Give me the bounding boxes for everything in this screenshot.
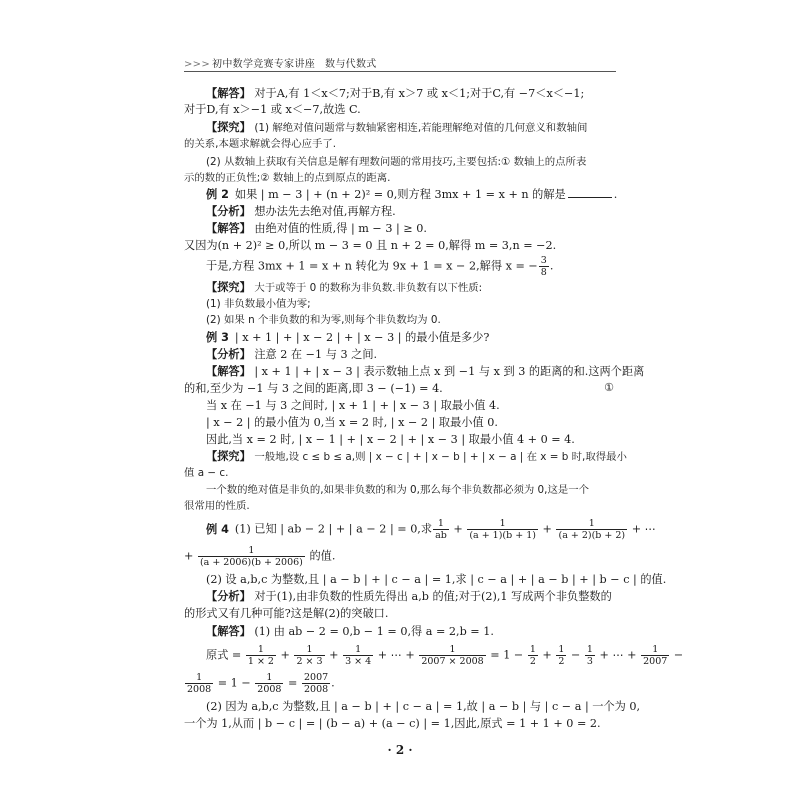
text-line: 当 x 在 −1 与 3 之间时, | x + 1 | + | x − 3 | 取最小值 4. xyxy=(206,399,500,412)
section-title: 数与代数式 xyxy=(325,59,377,70)
example-2: 例 2 如果 | m − 3 | + (n + 2)² = 0,则方程 3mx + 1 = x + n 的解是 . xyxy=(206,188,618,201)
fraction: $\frac{1}{2 \times 3}$ xyxy=(296,644,323,667)
fraction: $\frac{1}{2}$ xyxy=(558,644,565,667)
text-line: 【探究】 一般地,设 c ≤ b ≤ a,则 | x − c | + | x − b | + | x − a | 在 x = b 时,取得最小 xyxy=(206,450,627,463)
equation-marker: ① xyxy=(604,381,614,394)
text-line: 【解答】 (1) 由 ab − 2 = 0,b − 1 = 0,得 a = 2,b = 1. xyxy=(206,625,494,638)
text-line: 于是,方程 3mx + 1 = x + n 转化为 9x + 1 = x − 2,解得 x = − $\frac{3}{8}$ . xyxy=(206,255,554,278)
fraction: $\frac{1}{(a + 2006)(b + 2006)}$ xyxy=(199,545,303,568)
example-4: 例 4 (1) 已知 | ab − 2 | + | a − 2 | = 0,求 $\frac{1}{ab}$ + $\frac{1}{(a + 1)(b + 1)}$ + $\frac{1}{(a + 2)(b + 2)}$ + ⋯ xyxy=(206,518,656,541)
text-line: 又因为(n + 2)² ≥ 0,所以 m − 3 = 0 且 n + 2 = 0,解得 m = 3,n = −2. xyxy=(184,239,557,252)
text-line: (2) 设 a,b,c 为整数,且 | a − b | + | c − a | = 1,求 | c − a | + | a − b | + | b − c | 的值. xyxy=(206,573,667,586)
text-line: 对于D,有 x＞−1 或 x＜−7,故选 C. xyxy=(184,103,361,116)
fraction: $\frac{1}{(a + 1)(b + 1)}$ xyxy=(469,518,536,541)
text-line: 很常用的性质. xyxy=(184,500,250,512)
text-line: 的关系,本题求解就会得心应手了. xyxy=(184,138,337,150)
text-line: 的和,至少为 −1 与 3 之间的距离,即 3 − (−1) = 4. xyxy=(184,382,443,395)
fraction: $\frac{1}{2008}$ xyxy=(257,672,282,695)
text-line: (2) 如果 n 个非负数的和为零,则每个非负数均为 0. xyxy=(206,314,441,326)
book-title: 初中数学竞赛专家讲座 xyxy=(212,59,316,70)
text-line: 示的数的正负性;② 数轴上的点到原点的距离. xyxy=(184,172,391,184)
text-line: | x − 2 | 的最小值为 0,当 x = 2 时, | x − 2 | 取最小值 0. xyxy=(206,416,498,429)
fraction: $\frac{1}{(a + 2)(b + 2)}$ xyxy=(558,518,626,541)
text-line: + $\frac{1}{(a + 2006)(b + 2006)}$ 的值. xyxy=(184,545,336,568)
text-line: 【解答】 由绝对值的性质,得 | m − 3 | ≥ 0. xyxy=(206,222,427,235)
running-header xyxy=(184,55,377,70)
fraction: $\frac{1}{ab}$ xyxy=(435,518,447,541)
text-line: 【解答】 对于A,有 1＜x＜7;对于B,有 x＞7 或 x＜1;对于C,有 −7＜x＜−1; xyxy=(206,87,585,100)
text-line: 【分析】 注意 2 在 −1 与 3 之间. xyxy=(206,348,378,361)
header-rule xyxy=(184,71,616,72)
text-line: (2) 从数轴上获取有关信息是解有理数问题的常用技巧,主要包括:① 数轴上的点所表 xyxy=(206,156,587,168)
text-line: (1) 非负数最小值为零; xyxy=(206,298,311,310)
text-line: 因此,当 x = 2 时, | x − 1 | + | x − 2 | + | x − 3 | 取最小值 4 + 0 = 4. xyxy=(206,433,575,446)
example-3: 例 3 | x + 1 | + | x − 2 | + | x − 3 | 的最小值是多少? xyxy=(206,331,490,344)
fraction: $\frac{1}{2007}$ xyxy=(643,644,668,667)
fraction: $\frac{3}{8}$ xyxy=(540,255,547,278)
header-arrows: >>> xyxy=(184,59,211,70)
text-line: $\frac{1}{2008}$ = 1 − $\frac{1}{2008}$ = $\frac{2007}{2008}$ . xyxy=(187,672,335,695)
text-line: 【探究】 大于或等于 0 的数称为非负数.非负数有以下性质: xyxy=(206,281,483,294)
answer-blank xyxy=(568,187,612,198)
fraction: $\frac{1}{3 \times 4}$ xyxy=(345,644,372,667)
text-line: 【解答】 | x + 1 | + | x − 3 | 表示数轴上点 x 到 −1 与 x 到 3 的距离的和.这两个距离 xyxy=(206,365,645,378)
text-line: 【分析】 对于(1),由非负数的性质先得出 a,b 的值;对于(2),1 写成两个非负整数的 xyxy=(206,590,612,603)
fraction: $\frac{1}{2}$ xyxy=(529,644,536,667)
fraction: $\frac{1}{1 \times 2}$ xyxy=(247,644,274,667)
text-line: 【分析】 想办法先去绝对值,再解方程. xyxy=(206,205,396,218)
fraction: $\frac{1}{2007 \times 2008}$ xyxy=(421,644,484,667)
text-line: 的形式又有几种可能?这是解(2)的突破口. xyxy=(184,607,389,620)
page-number: · 2 · xyxy=(387,743,413,757)
text-line: 一个为 1,从而 | b − c | = | (b − a) + (a − c) | = 1,因此,原式 = 1 + 1 + 0 = 2. xyxy=(184,717,601,730)
fraction: $\frac{1}{3}$ xyxy=(586,644,593,667)
text-line: 原式 = $\frac{1}{1 \times 2}$ + $\frac{1}{2 \times 3}$ + $\frac{1}{3 \times 4}$ + ⋯ + $\frac{1}{2007 \times 2008}$ = 1 − $\frac{1}{2}$ + $\frac{1}{2}$ − $\frac{1}{3}$ + ⋯ + $\frac{1}{2007}$ − xyxy=(206,644,684,667)
fraction: $\frac{2007}{2008}$ xyxy=(303,672,329,695)
fraction: $\frac{1}{2008}$ xyxy=(187,672,212,695)
text-line: 一个数的绝对值是非负的,如果非负数的和为 0,那么每个非负数都必须为 0,这是一个 xyxy=(206,484,590,496)
text-line: 【探究】 (1) 解绝对值问题常与数轴紧密相连,若能理解绝对值的几何意义和数轴间 xyxy=(206,121,588,134)
text-line: 值 a − c. xyxy=(184,467,229,479)
text-line: (2) 因为 a,b,c 为整数,且 | a − b | + | c − a | = 1,故 | a − b | 与 | c − a | 一个为 0, xyxy=(206,700,641,713)
